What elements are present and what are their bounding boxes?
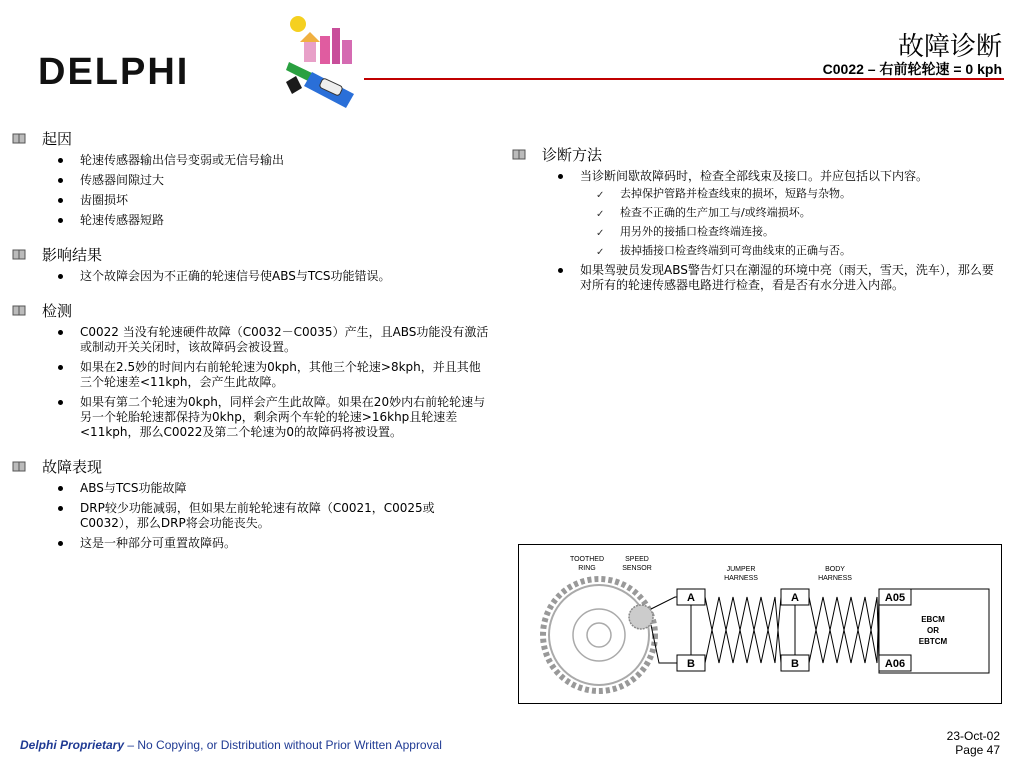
city-car-illustration-icon xyxy=(284,12,364,116)
section-title: 故障表现 xyxy=(42,457,103,476)
delphi-logo-icon xyxy=(36,52,276,92)
wiring-diagram-svg xyxy=(519,545,1001,703)
toothed-ring-icon xyxy=(543,579,655,691)
check-bullet-icon: ✓ xyxy=(596,247,605,258)
label-body: BODY xyxy=(825,566,845,573)
check-bullet-icon: ✓ xyxy=(596,190,605,201)
pin-a2: A xyxy=(791,592,799,604)
pin-a1: A xyxy=(687,592,695,604)
ecu-label-2: OR xyxy=(927,626,939,635)
page-subtitle: C0022 – 右前轮轮速 = 0 kph xyxy=(822,61,1002,77)
list-item: 这个故障会因为不正确的轮速信号使ABS与TCS功能错误。 xyxy=(50,269,490,284)
sub-list-item: ✓ 拔掉插接口检查终端到可弯曲线束的正确与否。 xyxy=(596,244,851,258)
bullet-icon xyxy=(558,268,563,273)
list-item: 如果驾驶员发现ABS警告灯只在潮湿的环境中亮（雨天，雪天，洗车），那么要对所有的轮速传感器电路进行检查，看是否有水分进入内部。 xyxy=(550,263,1000,293)
ecu-label-3: EBTCM xyxy=(918,637,948,646)
bullet-icon xyxy=(58,158,63,163)
list-item: 如果有第二个轮速为0kph，同样会产生此故障。如果在20妙内右前轮轮速与另一个轮胎轮速都保持为0khp，剩余两个车轮的轮速>16khp且轮速差<11kph，那么C0022及第二个轮速为0的故障码将被设置。 xyxy=(50,395,490,440)
bullet-icon xyxy=(58,198,63,203)
pin-a05: A05 xyxy=(884,592,906,604)
footer-meta xyxy=(947,729,1000,757)
bullet-icon xyxy=(58,486,63,491)
list-item: 齿圈损坏 xyxy=(50,193,490,208)
book-icon xyxy=(12,132,26,144)
page-title: 故障诊断 xyxy=(897,32,1002,62)
label-ring: RING xyxy=(578,565,596,572)
book-icon xyxy=(12,460,26,472)
sub-list-item: ✓ 检查不正确的生产加工与/或终端损坏。 xyxy=(596,206,811,220)
bullet-icon xyxy=(58,178,63,183)
list-item: 如果在2.5妙的时间内右前轮轮速为0kph，其他三个轮速>8kph，并且其他三个轮速差<11kph，会产生此故障。 xyxy=(50,360,490,390)
list-item: 传感器间隙过大 xyxy=(50,173,490,188)
footer-brand: Delphi Proprietary xyxy=(20,738,125,752)
check-bullet-icon: ✓ xyxy=(596,209,605,220)
list-item: 轮速传感器输出信号变弱或无信号输出 xyxy=(50,153,490,168)
section-effects xyxy=(10,242,490,284)
list-item: 当诊断间歇故障码时，检查全部线束及接口。并应包括以下内容。 ✓ 去掉保护管路并检查线束的损坏，短路与杂物。 ✓ 检查不正确的生产加工与/或终端损坏。 ✓ 用另外的接插口检查终端连接。 ✓ 拔掉插接口检查终端到可弯曲线束的正确与否。 xyxy=(550,169,1000,258)
section-title: 诊断方法 xyxy=(542,145,603,164)
section-causes xyxy=(10,126,490,228)
sub-list-item: ✓ 用另外的接插口检查终端连接。 xyxy=(596,225,774,239)
bullet-icon xyxy=(58,506,63,511)
section-diagnosis xyxy=(510,142,1000,293)
sub-list-item: ✓ 去掉保护管路并检查线束的损坏，短路与杂物。 xyxy=(596,187,851,201)
footer-date: 23-Oct-02 xyxy=(946,729,1000,743)
pin-b1: B xyxy=(687,658,695,670)
bullet-icon xyxy=(558,174,563,179)
label-body-harness: HARNESS xyxy=(818,575,852,582)
bullet-icon xyxy=(58,274,63,279)
list-item: 轮速传感器短路 xyxy=(50,213,490,228)
section-title: 起因 xyxy=(42,129,73,148)
list-item: C0022 当没有轮速硬件故障（C0032－C0035）产生，且ABS功能没有激活或制动开关关闭时，该故障码会被设置。 xyxy=(50,325,490,355)
section-symptoms xyxy=(10,454,490,551)
label-jumper: JUMPER xyxy=(726,566,756,573)
wheel-speed-sensor-diagram xyxy=(518,544,1002,704)
section-title: 检测 xyxy=(42,301,73,320)
bullet-icon xyxy=(58,330,63,335)
footer-text: – No Copying, or Distribution without Prior Written Approval xyxy=(124,738,442,752)
book-icon xyxy=(512,148,526,160)
label-speed: SPEED xyxy=(625,556,649,563)
list-item: ABS与TCS功能故障 xyxy=(50,481,490,496)
pin-b2: B xyxy=(791,658,799,670)
list-item: DRP较少功能减弱，但如果左前轮轮速有故障（C0021，C0025或C0032），那么DRP将会功能丧失。 xyxy=(50,501,490,531)
footer-notice xyxy=(20,738,442,752)
pin-a06: A06 xyxy=(884,658,906,670)
label-jumper-harness: HARNESS xyxy=(724,575,758,582)
book-icon xyxy=(12,304,26,316)
label-toothed: TOOTHED xyxy=(569,556,605,563)
bullet-icon xyxy=(58,400,63,405)
check-bullet-icon: ✓ xyxy=(596,228,605,239)
right-column xyxy=(510,142,1000,307)
section-detection xyxy=(10,298,490,440)
bullet-icon xyxy=(58,218,63,223)
label-sensor: SENSOR xyxy=(622,565,652,572)
section-title: 影响结果 xyxy=(42,245,103,264)
ecu-label-1: EBCM xyxy=(921,615,945,624)
page-number: Page 47 xyxy=(955,743,1000,757)
list-item: 这是一种部分可重置故障码。 xyxy=(50,536,490,551)
logo-text: DELPHI xyxy=(38,52,190,92)
book-icon xyxy=(12,248,26,260)
bullet-icon xyxy=(58,365,63,370)
speed-sensor-icon xyxy=(629,605,653,629)
bullet-icon xyxy=(58,541,63,546)
left-column xyxy=(10,126,490,565)
delphi-logo xyxy=(36,52,276,96)
